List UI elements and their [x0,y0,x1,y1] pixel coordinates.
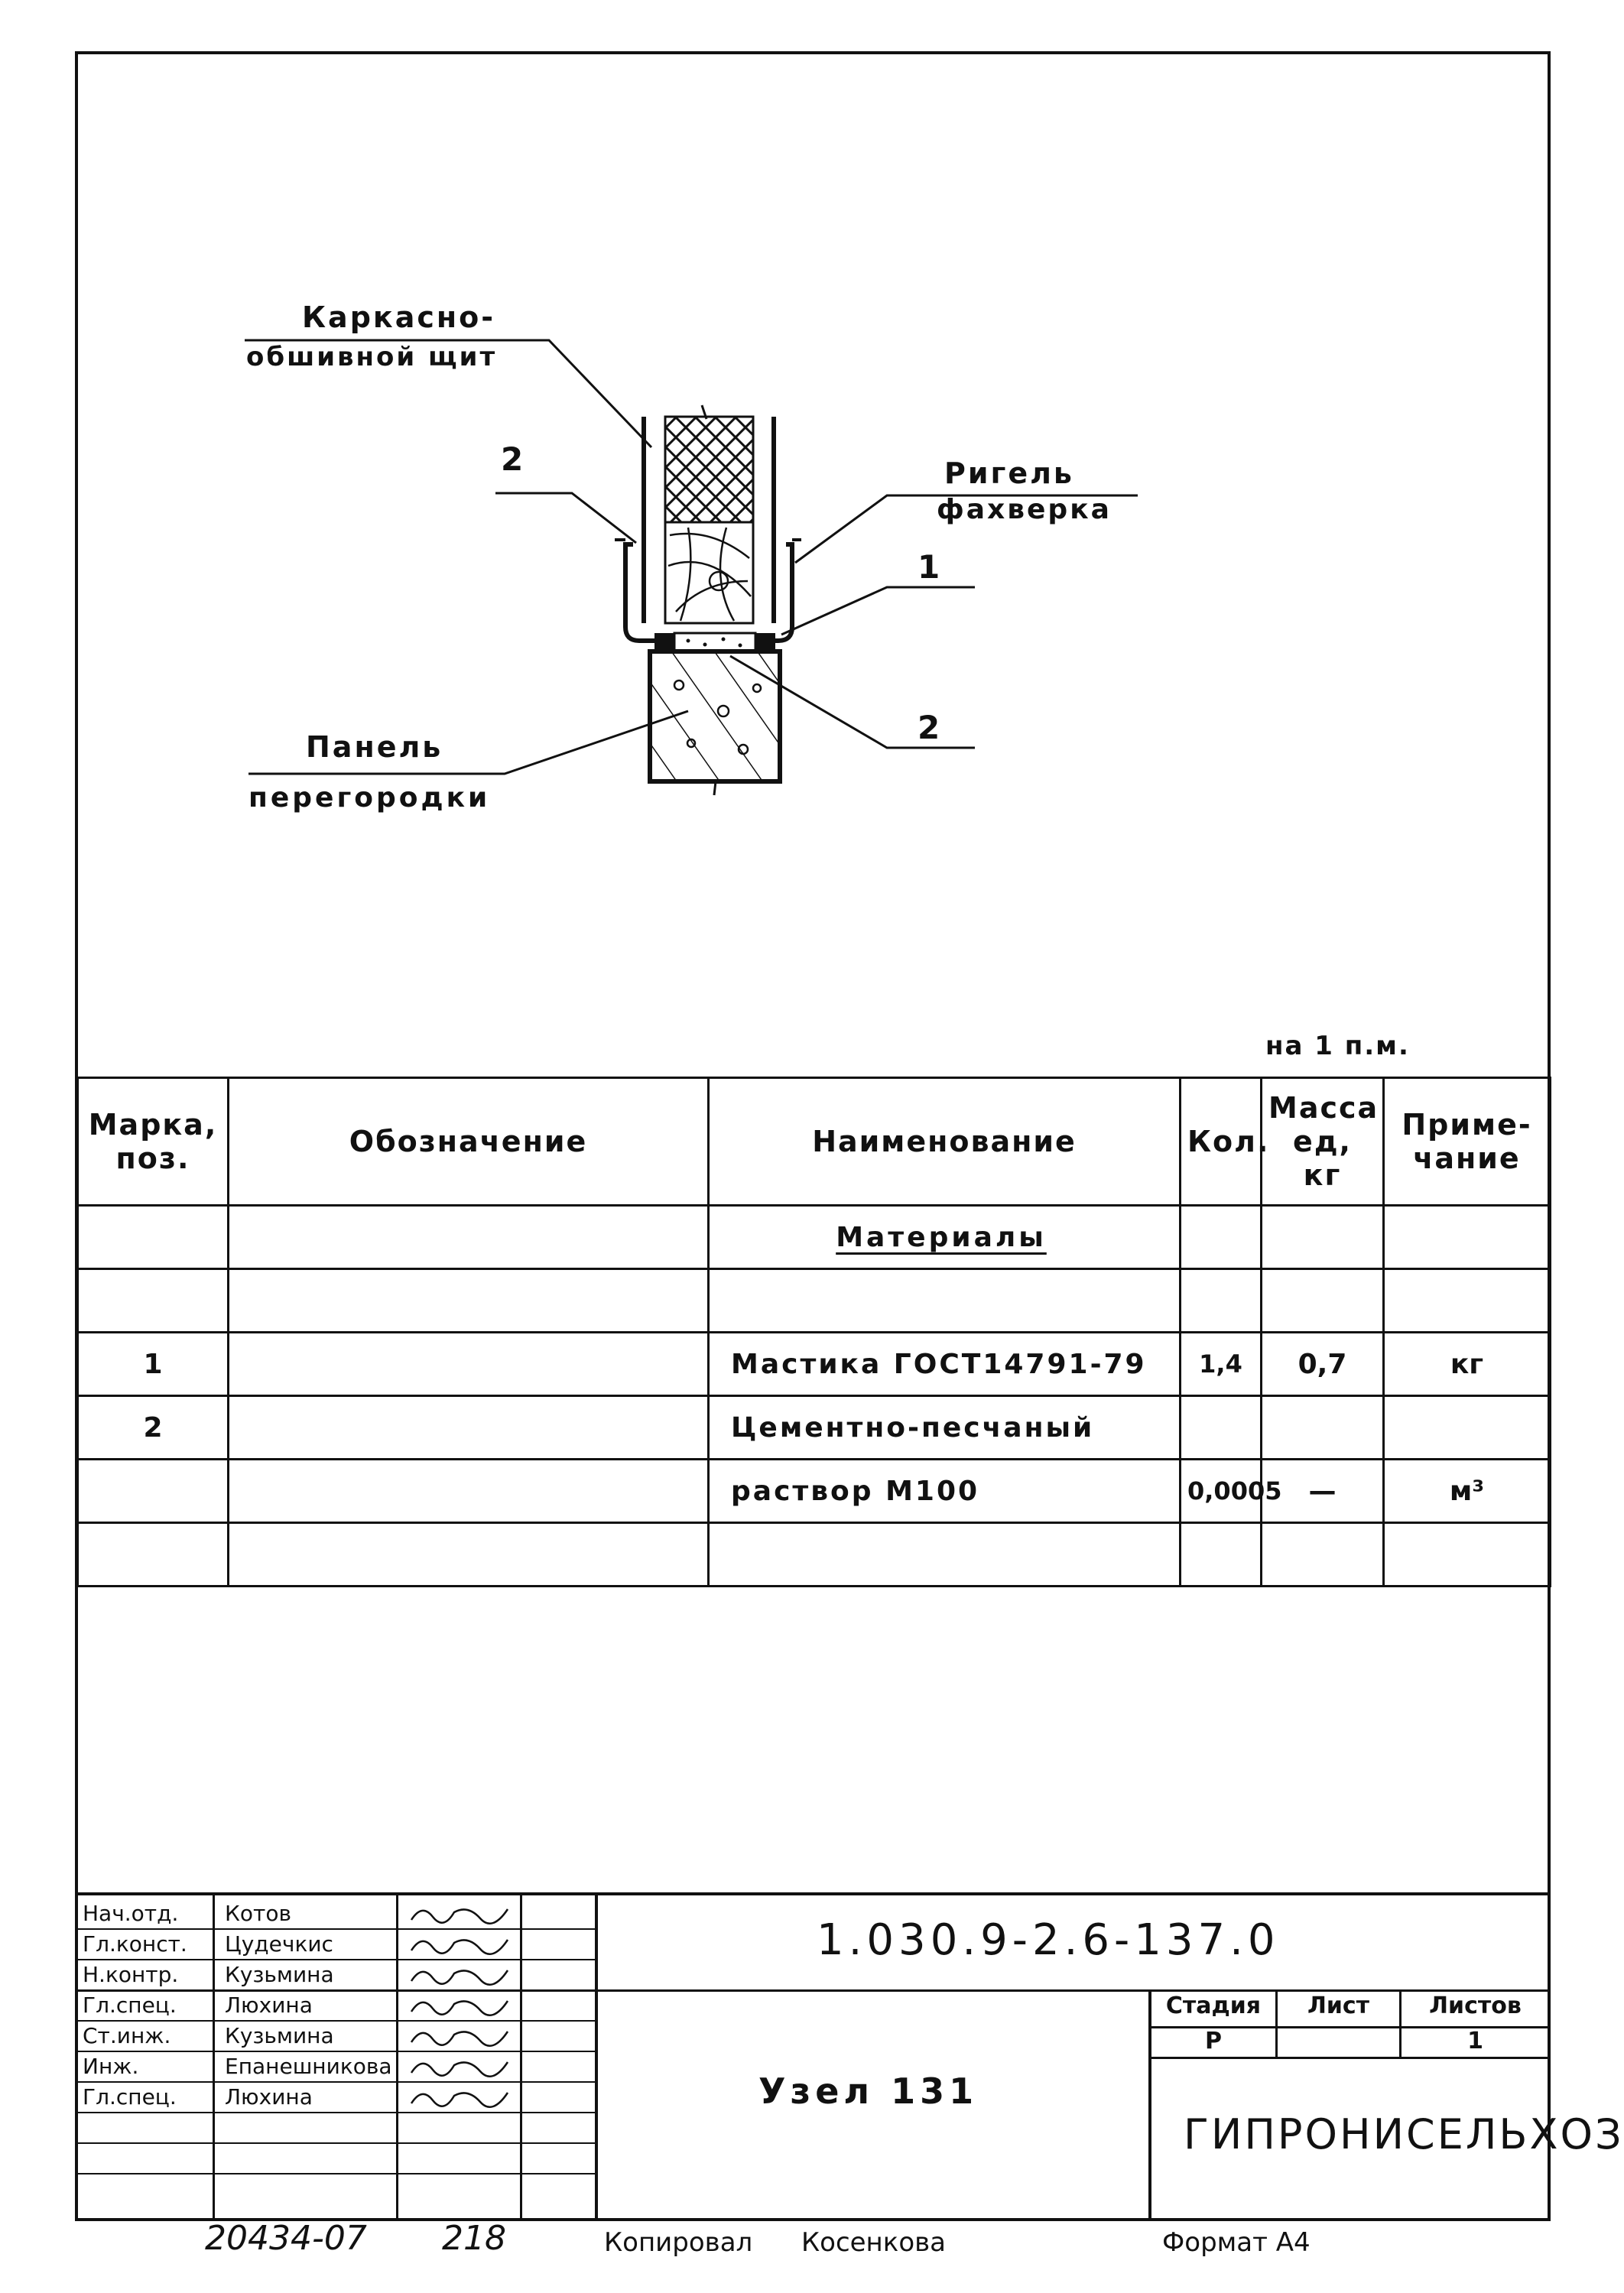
mastic-seal-right [755,633,775,650]
cell-mark: 1 [78,1333,229,1396]
signature-position: Нач.отд. [83,1900,179,1926]
handwritten-signature [407,1900,529,1926]
cell-designation [229,1333,709,1396]
cell-qty: 0,0005 [1181,1460,1262,1523]
cell-mass [1262,1269,1384,1333]
table-row [78,1333,1551,1396]
cell-name [709,1269,1181,1333]
cell-mass [1262,1396,1384,1460]
signature-row [80,1959,599,1989]
sheet-label: Лист [1307,1993,1370,2019]
mortar-bed [674,633,755,651]
cell-mark [78,1523,229,1587]
signature-name: Кузьмина [225,2022,334,2048]
sheets-label: Листов [1429,1993,1522,2019]
cell-mass [1262,1523,1384,1587]
cell-name: Цементно-песчаный [709,1396,1181,1460]
signature-row [80,2051,599,2081]
label-ref-1: 1 [918,548,940,586]
cell-qty: 1,4 [1181,1333,1262,1396]
cell-note: кг [1384,1333,1551,1396]
label-ref-2-top: 2 [501,440,524,478]
copied-by-label: Копировал [604,2227,753,2258]
cell-qty [1181,1206,1262,1269]
cell-note: м³ [1384,1460,1551,1523]
format-label: Формат А4 [1162,2227,1311,2258]
cell-note [1384,1269,1551,1333]
frame-panel [644,405,774,623]
signature-row [80,1928,599,1959]
cell-name: Мастика ГОСТ14791-79 [709,1333,1181,1396]
archive-number: 20434-07 [205,2219,367,2258]
table-header-row [78,1078,1551,1206]
table-row [78,1523,1551,1587]
cell-mass: 0,7 [1262,1333,1384,1396]
table-row [78,1460,1551,1523]
node-detail-drawing [0,0,1617,1070]
label-ref-2-bottom: 2 [918,709,940,746]
header-mass: Масса ед, кг [1262,1078,1384,1206]
header-mark: Марка, поз. [78,1078,229,1206]
signature-position: Н.контр. [83,1961,179,1987]
signature-position: Гл.спец. [83,2084,177,2109]
cell-qty [1181,1523,1262,1587]
signature-name: Люхина [225,1992,313,2018]
header-note: Приме-чание [1384,1078,1551,1206]
handwritten-signature [407,2053,529,2079]
cell-mark [78,1269,229,1333]
signature-name: Цудечкис [225,1931,333,1957]
signature-position: Ст.инж. [83,2022,171,2048]
handwritten-signature [407,2084,529,2109]
label-partition-1: Панель [306,730,443,764]
cell-designation [229,1523,709,1587]
cell-mark: 2 [78,1396,229,1460]
drawing-title: Узел 131 [758,2071,979,2112]
cell-designation [229,1206,709,1269]
cell-qty [1181,1396,1262,1460]
signature-position: Гл.спец. [83,1992,177,2018]
handwritten-signature [407,1931,529,1957]
copier-name: Косенкова [801,2227,946,2258]
sheets-value: 1 [1467,2028,1483,2054]
signature-position: Гл.конст. [83,1931,187,1957]
signature-name: Люхина [225,2084,313,2109]
signature-name: Кузьмина [225,1961,334,1987]
signature-name: Епанешникова [225,2053,392,2079]
signature-name: Котов [225,1900,291,1926]
cell-note [1384,1396,1551,1460]
cell-name [709,1206,1181,1269]
table-row [78,1396,1551,1460]
cell-mass [1262,1206,1384,1269]
label-frame-panel-2: обшивной щит [246,342,498,372]
label-partition-2: перегородки [248,782,491,814]
specification-table [76,1077,1551,1587]
table-row [78,1269,1551,1333]
signature-position: Инж. [83,2053,139,2079]
cell-designation [229,1396,709,1460]
organization-name: ГИПРОНИСЕЛЬХОЗ [1184,2110,1624,2158]
signature-row [80,2020,599,2051]
stage-label: Стадия [1165,1993,1262,2019]
stage-value: Р [1205,2028,1222,2054]
cell-mark [78,1206,229,1269]
label-frame-panel-1: Каркасно- [302,300,495,334]
cell-mass: — [1262,1460,1384,1523]
table-row [78,1206,1551,1269]
page-number: 218 [442,2219,506,2258]
header-name: Наименование [709,1078,1181,1206]
label-riegel-2: фахверка [937,494,1112,525]
label-riegel-1: Ригель [944,456,1074,490]
cell-note [1384,1523,1551,1587]
signature-row [80,1898,599,1928]
signature-row [80,2081,599,2112]
section-title: Материалы [836,1221,1047,1253]
handwritten-signature [407,2022,529,2048]
header-designation: Обозначение [229,1078,709,1206]
unit-note: на 1 п.м. [1265,1031,1410,1061]
header-qty: Кол. [1181,1078,1262,1206]
cell-name [709,1523,1181,1587]
cell-note [1384,1206,1551,1269]
cell-mark [78,1460,229,1523]
mastic-seal-left [654,633,674,650]
handwritten-signature [407,1961,529,1987]
cell-designation [229,1269,709,1333]
document-code: 1.030.9-2.6-137.0 [817,1915,1280,1965]
signature-row [80,1989,599,2020]
cell-designation [229,1460,709,1523]
handwritten-signature [407,1992,529,2018]
cell-name: раствор М100 [709,1460,1181,1523]
cell-qty [1181,1269,1262,1333]
